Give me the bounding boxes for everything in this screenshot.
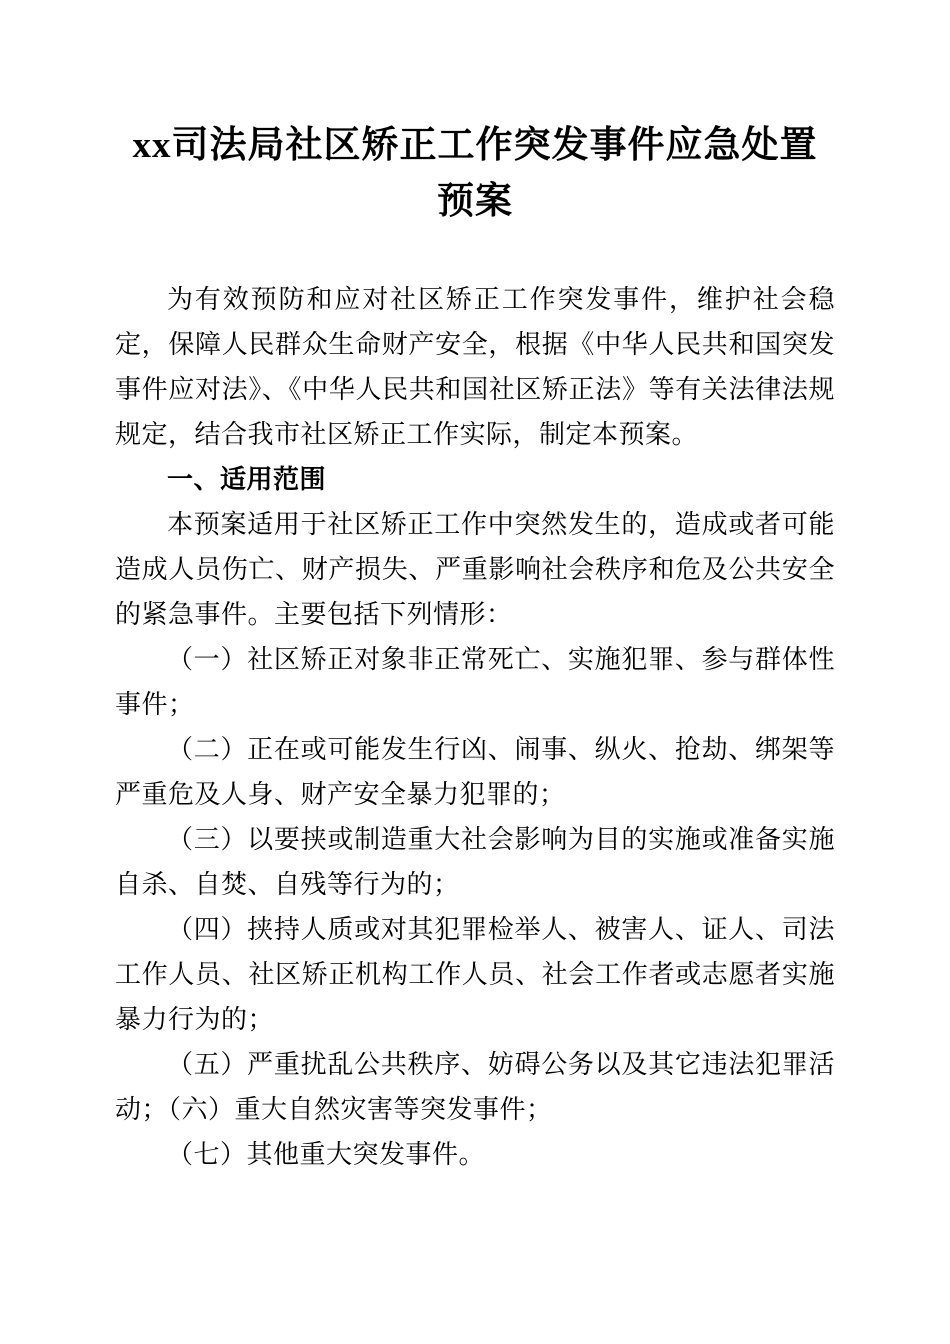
paragraph: （二）正在或可能发生行凶、闹事、纵火、抢劫、绑架等严重危及人身、财产安全暴力犯罪的；: [115, 735, 835, 809]
paragraph: 本预案适用于社区矫正工作中突然发生的，造成或者可能造成人员伤亡、财产损失、严重影响社会秩序和危及公共安全的紧急事件。主要包括下列情形：: [115, 510, 835, 629]
paragraph: （五）严重扰乱公共秩序、妨碍公务以及其它违法犯罪活动；（六）重大自然灾害等突发事件；: [115, 1050, 835, 1124]
paragraph: （七）其他重大突发事件。: [167, 1140, 486, 1169]
document-title: xx司法局社区矫正工作突发事件应急处置预案: [132, 125, 818, 222]
paragraph: （一）社区矫正对象非正常死亡、实施犯罪、参与群体性事件；: [115, 645, 835, 719]
paragraph: （三）以要挟或制造重大社会影响为目的实施或准备实施自杀、自焚、自残等行为的；: [115, 825, 835, 899]
document-body: [115, 277, 835, 1177]
section-heading: 一、适用范围: [167, 464, 327, 494]
paragraph: （四）挟持人质或对其犯罪检举人、被害人、证人、司法工作人员、社区矫正机构工作人员、社会工作者或志愿者实施暴力行为的；: [115, 915, 835, 1034]
paragraph: 为有效预防和应对社区矫正工作突发事件，维护社会稳定，保障人民群众生命财产安全，根据《中华人民共和国突发事件应对法》、《中华人民共和国社区矫正法》等有关法律法规规定，结合我市社区矫正工作实际，制定本预案。: [115, 285, 835, 449]
